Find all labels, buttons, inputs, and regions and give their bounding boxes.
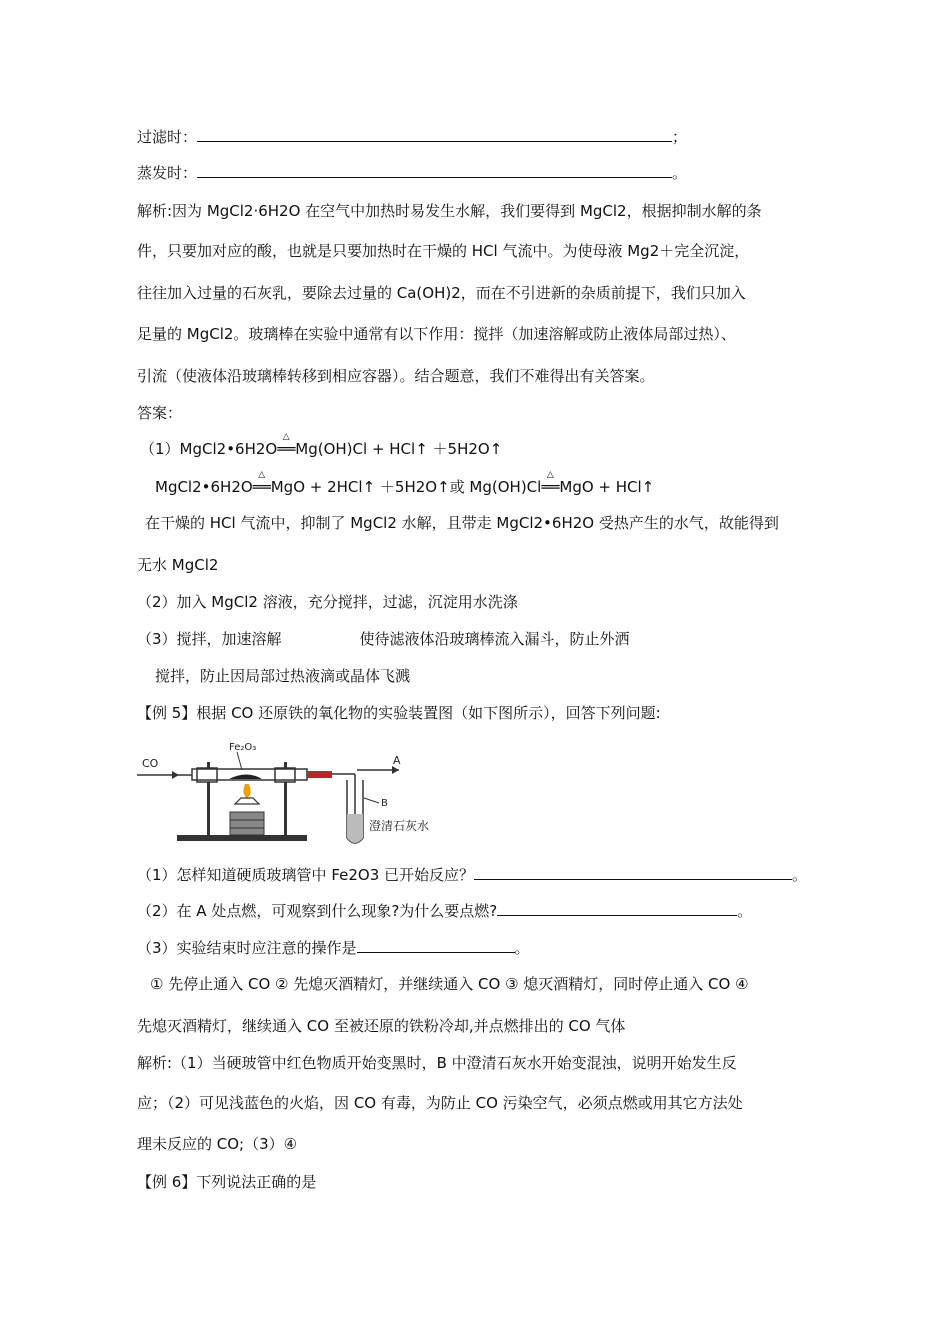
- ans-part: 使待滤液体沿玻璃棒流入漏斗，防止外洒: [359, 630, 630, 648]
- heat-arrow: △ ══: [277, 439, 295, 459]
- equation-2: [155, 470, 655, 497]
- answer-blank[interactable]: [474, 864, 792, 880]
- filter-line: [137, 126, 687, 147]
- question-1: [137, 864, 807, 885]
- analysis-line: 往往加入过量的石灰乳，要除去过量的 Ca(OH)2，而在不引进新的杂质前提下，我们只加入: [137, 284, 746, 302]
- evap-label: 蒸发时：: [137, 164, 198, 182]
- solution-line: 解析:（1）当硬玻管中红色物质开始变黑时，B 中澄清石灰水开始变混浊，说明开始发生反: [137, 1054, 737, 1072]
- eq-part: MgO + 2HCl↑ ＋5H2O↑或 Mg(OH)Cl: [270, 478, 542, 496]
- options-line: 先熄灭酒精灯，继续通入 CO 至被还原的铁粉冷却,并点燃排出的 CO 气体: [137, 1017, 626, 1035]
- solution-line: 应；（2）可见浅蓝色的火焰，因 CO 有毒，为防止 CO 污染空气，必须点燃或用其它方法处: [137, 1094, 743, 1112]
- punct: 。: [672, 164, 688, 182]
- heat-icon: △: [258, 470, 266, 480]
- ans-part: （3）搅拌，加速溶解: [137, 630, 282, 648]
- solution-line: 理未反应的 CO;（3）④: [137, 1135, 298, 1153]
- heat-icon: △: [282, 432, 290, 442]
- heat-arrow: △ ══: [253, 477, 271, 497]
- fe2o3-pointer: [237, 752, 242, 770]
- arrow-icon: [172, 771, 179, 779]
- limewater: [347, 814, 363, 843]
- filter-label: 过滤时：: [137, 128, 198, 146]
- a-label: A: [393, 754, 401, 767]
- co-reduction-apparatus-figure: [137, 740, 457, 850]
- eq-part: Mg(OH)Cl + HCl↑ ＋5H2O↑: [295, 440, 503, 458]
- example-6-title: 【例 6】下列说法正确的是: [137, 1173, 317, 1191]
- heat-icon: △: [546, 470, 554, 480]
- answer-blank[interactable]: [497, 900, 737, 916]
- answer-label: 答案：: [137, 404, 183, 422]
- alcohol-lamp: [235, 798, 259, 804]
- answer-blank[interactable]: [357, 937, 515, 953]
- punct: 。: [737, 902, 753, 920]
- analysis-line: 引流（使液体沿玻璃棒转移到相应容器）。结合题意，我们不难得出有关答案。: [137, 367, 655, 385]
- analysis-line: 解析:因为 MgCl2·6H2O 在空气中加热时易发生水解，我们要得到 MgCl2，根据抑制水解的条: [137, 202, 762, 220]
- evap-line: [137, 162, 687, 183]
- question-3: [137, 937, 530, 958]
- equation-1: [140, 432, 503, 459]
- eq-part: MgCl2•6H2O: [155, 478, 253, 496]
- analysis-line: 足量的 MgCl2。玻璃棒在实验中通常有以下作用：搅拌（加速溶解或防止液体局部过热）、: [137, 325, 736, 343]
- answer-3-extra: 搅拌，防止因局部过热液滴或晶体飞溅: [155, 667, 411, 685]
- stand-base: [177, 835, 307, 841]
- flame-icon: [243, 784, 250, 798]
- fe2o3-powder: [229, 775, 262, 780]
- answer-3: [137, 629, 630, 649]
- question-text: （1）怎样知道硬质玻璃管中 Fe2O3 已开始反应？: [137, 866, 475, 884]
- explain-line: 在干燥的 HCl 气流中，抑制了 MgCl2 水解，且带走 MgCl2•6H2O 受热产生的水气，故能得到: [145, 514, 779, 532]
- heat-arrow: △ ══: [541, 477, 559, 497]
- arrow-icon: [392, 766, 399, 774]
- lamp-block: [230, 812, 264, 835]
- options-line: ① 先停止通入 CO ② 先熄灭酒精灯，并继续通入 CO ③ 熄灭酒精灯，同时停止通入 CO ④: [150, 975, 749, 993]
- eq-part: MgO + HCl↑: [559, 478, 655, 496]
- b-label: B: [381, 798, 388, 809]
- example-5-title: 【例 5】根据 CO 还原铁的氧化物的实验装置图（如下图所示），回答下列问题:: [137, 704, 661, 722]
- question-text: （3）实验结束时应注意的操作是: [137, 939, 357, 957]
- b-pointer: [364, 798, 379, 803]
- evap-blank[interactable]: [197, 162, 672, 178]
- limewater-label: 澄清石灰水: [369, 819, 430, 833]
- fe2o3-label: Fe₂O₃: [229, 742, 257, 753]
- co-label: CO: [142, 757, 159, 770]
- question-2: [137, 900, 752, 921]
- analysis-line: 件，只要加对应的酸，也就是只要加热时在干燥的 HCl 气流中。为使母液 Mg2＋完全沉淀，: [137, 242, 750, 260]
- punct: 。: [514, 939, 530, 957]
- punct: 。: [792, 866, 808, 884]
- eq-part: （1）MgCl2•6H2O: [140, 440, 278, 458]
- punct: ；: [672, 128, 688, 146]
- filter-blank[interactable]: [197, 126, 672, 142]
- answer-2: （2）加入 MgCl2 溶液，充分搅拌，过滤，沉淀用水洗涤: [137, 593, 518, 611]
- rubber-connector: [307, 771, 332, 778]
- explain-line: 无水 MgCl2: [137, 556, 219, 574]
- question-text: （2）在 A 处点燃，可观察到什么现象?为什么要点燃?: [137, 902, 498, 920]
